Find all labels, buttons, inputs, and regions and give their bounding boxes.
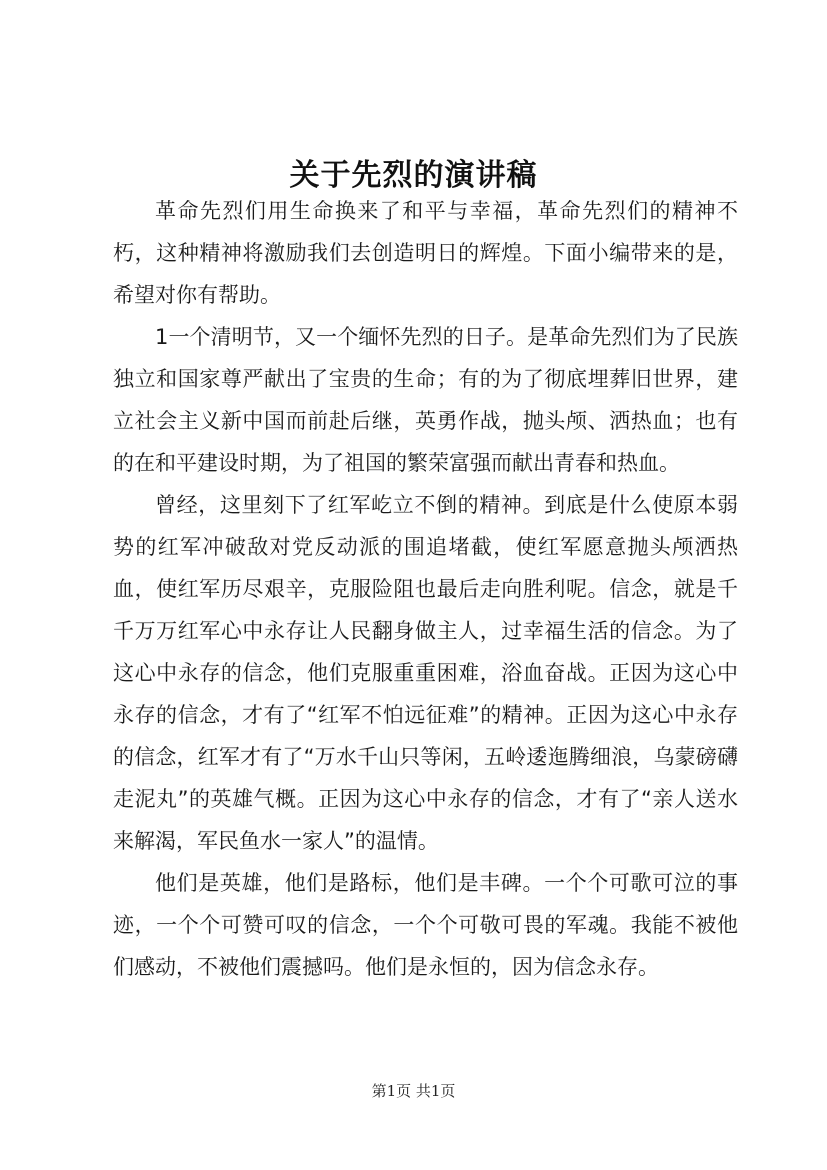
paragraph-qingming: 1一个清明节，又一个缅怀先烈的日子。是革命先烈们为了民族独立和国家尊严献出了宝贵的生命；有的为了彻底埋葬旧世界，建立社会主义新中国而前赴后继，英勇作战，抛头颅、洒热血；也有的在和平建设时期，为了祖国的繁荣富强而献出青春和热血。 <box>113 325 738 475</box>
paragraph-heroes: 他们是英雄，他们是路标，他们是丰碑。一个个可歌可泣的事迹，一个个可赞可叹的信念，一个个可敬可畏的军魂。我能不被他们感动，不被他们震撼吗。他们是永恒的，因为信念永存。 <box>113 871 738 979</box>
document-title: 关于先烈的演讲稿 <box>289 158 538 193</box>
page-number-footer: 第1页 共1页 <box>371 1082 456 1100</box>
paragraph-red-army: 曾经，这里刻下了红军屹立不倒的精神。到底是什么使原本弱势的红军冲破敌对党反动派的围追堵截，使红军愿意抛头颅洒热血，使红军历尽艰辛，克服险阻也最后走向胜利呢。信念，就是千千万万红军心中永存让人民翻身做主人，过幸福生活的信念。为了这心中永存的信念，他们克服重重困难，浴血奋战。正因为这心中永存的信念，才有了“红军不怕远征难”的精神。正因为这心中永存的信念，红军才有了“万水千山只等闲，五岭逶迤腾细浪，乌蒙磅礴走泥丸”的英雄气概。正因为这心中永存的信念，才有了“亲人送水来解渴，军民鱼水一家人”的温情。 <box>113 493 738 853</box>
paragraph-intro: 革命先烈们用生命换来了和平与幸福，革命先烈们的精神不朽，这种精神将激励我们去创造明日的辉煌。下面小编带来的是，希望对你有帮助。 <box>113 199 738 307</box>
document-body <box>113 190 738 988</box>
